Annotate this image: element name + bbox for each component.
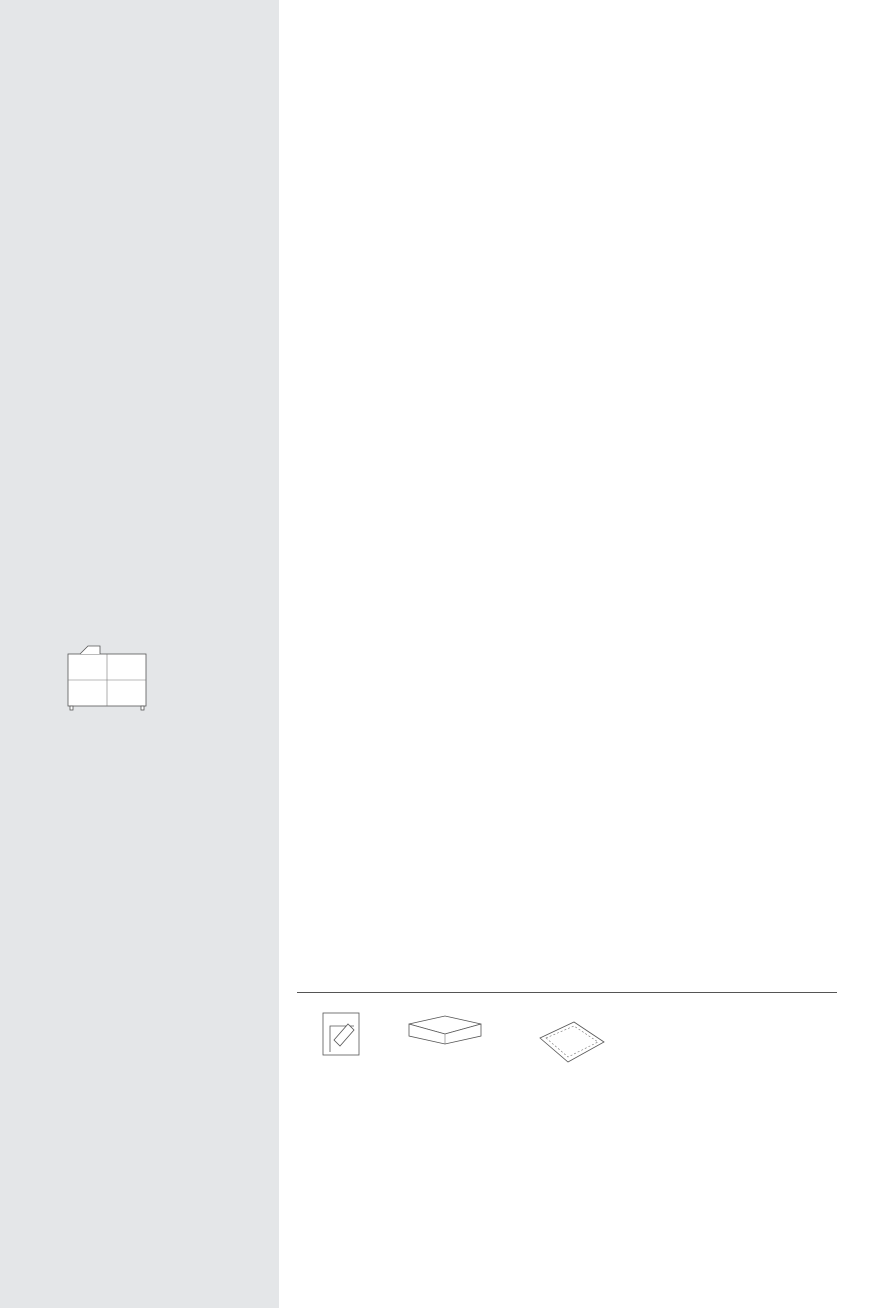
standard-features	[47, 146, 227, 155]
caratteristiche-standard	[47, 383, 227, 392]
side-elevation-sketch	[66, 646, 156, 716]
ev4-sketch	[405, 1012, 485, 1046]
nota	[47, 1094, 227, 1103]
e01-sketch	[322, 1012, 362, 1057]
divider	[297, 992, 837, 993]
c33-pillow-sketch	[538, 1020, 608, 1065]
notes	[47, 938, 227, 947]
